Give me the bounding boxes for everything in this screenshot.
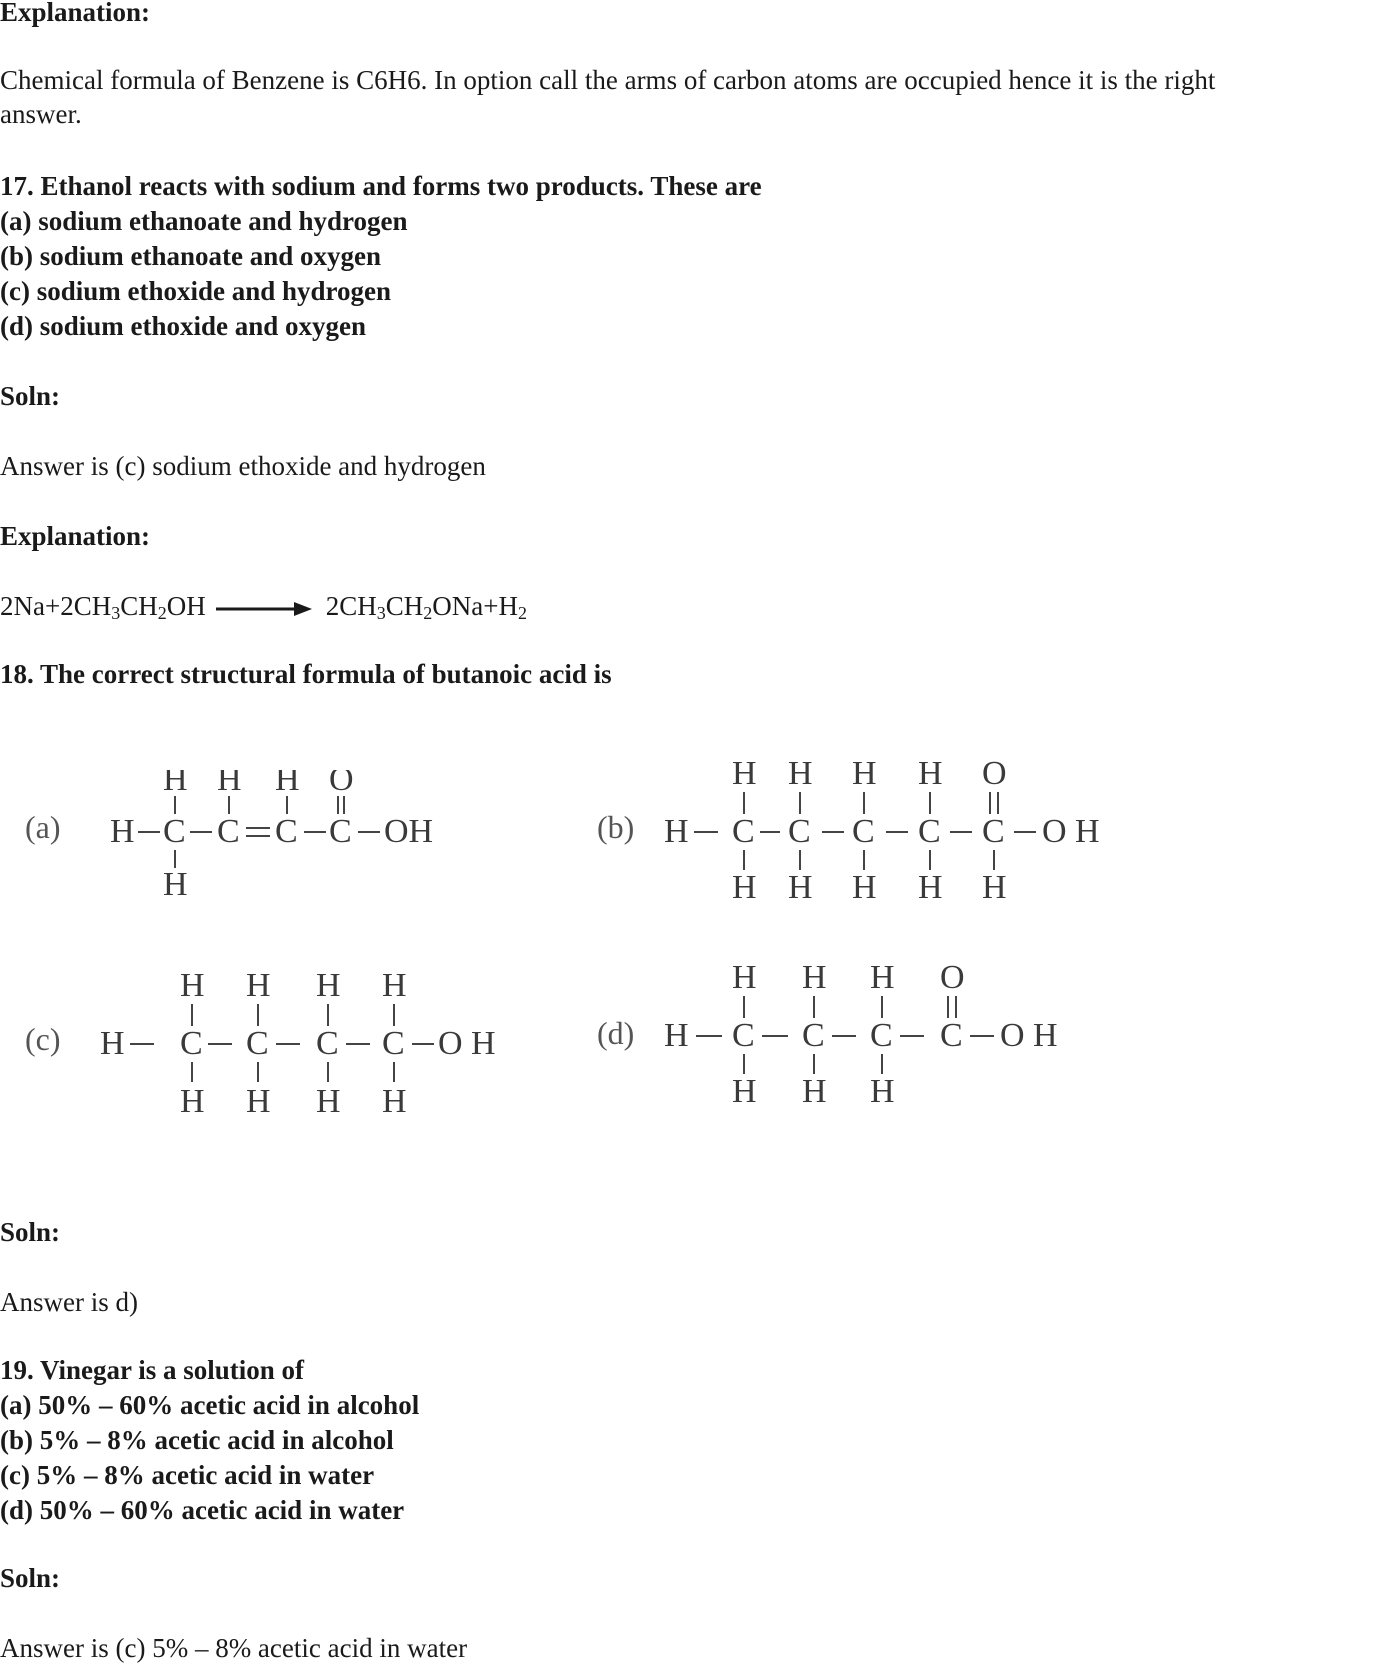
svg-text:C: C — [382, 1025, 405, 1062]
svg-text:(d): (d) — [597, 1015, 635, 1051]
svg-text:H: H — [664, 1017, 689, 1054]
q17-option-d: (d) sodium ethoxide and oxygen — [0, 311, 367, 341]
svg-text:C: C — [788, 813, 811, 850]
svg-text:(c): (c) — [25, 1021, 61, 1057]
q19-option-b: (b) 5% – 8% acetic acid in alcohol — [0, 1425, 394, 1455]
svg-text:H: H — [382, 968, 407, 1004]
svg-text:H: H — [852, 758, 877, 792]
q19-answer: Answer is (c) 5% – 8% acetic acid in water — [0, 1633, 468, 1663]
structure-option-a — [20, 770, 460, 935]
svg-text:H: H — [217, 770, 242, 798]
q17-option-b: (b) sodium ethanoate and oxygen — [0, 241, 382, 271]
svg-text:C: C — [852, 813, 875, 850]
question-18: 18. The correct structural formula of butanoic acid is — [0, 659, 612, 689]
svg-text:C: C — [246, 1025, 269, 1062]
explanation-heading: Explanation: — [0, 0, 151, 27]
structural-formula-a — [20, 770, 460, 930]
svg-text:H: H — [732, 962, 757, 996]
svg-text:H: H — [788, 869, 813, 906]
svg-text:H: H — [246, 1083, 271, 1120]
structural-formula-b — [592, 758, 1152, 928]
svg-text:(b): (b) — [597, 809, 635, 845]
question-19: 19. Vinegar is a solution of — [0, 1355, 305, 1385]
svg-text:C: C — [163, 813, 186, 850]
explanation-text-line1: Chemical formula of Benzene is C6H6. In option call the arms of carbon atoms are occupied hence it is the right — [0, 65, 1216, 95]
svg-text:H: H — [788, 758, 813, 792]
svg-text:H: H — [870, 962, 895, 996]
svg-text:(a): (a) — [25, 809, 61, 845]
q18-answer: Answer is d) — [0, 1287, 138, 1317]
svg-text:H: H — [100, 1025, 125, 1062]
explanation-text-line2: answer. — [0, 99, 82, 129]
svg-text:H: H — [163, 770, 188, 798]
svg-text:H: H — [664, 813, 689, 850]
svg-text:C: C — [217, 813, 240, 850]
svg-text:H: H — [918, 758, 943, 792]
svg-text:H: H — [870, 1073, 895, 1110]
svg-text:C: C — [275, 813, 298, 850]
reaction-equation — [0, 590, 527, 622]
svg-text:H: H — [802, 1073, 827, 1110]
q17-option-a: (a) sodium ethanoate and hydrogen — [0, 206, 408, 236]
q19-option-d: (d) 50% – 60% acetic acid in water — [0, 1495, 405, 1525]
svg-text:H: H — [918, 869, 943, 906]
svg-text:H: H — [180, 1083, 205, 1120]
q17-soln-heading: Soln: — [0, 381, 61, 411]
svg-text:H: H — [110, 813, 135, 850]
svg-text:O: O — [329, 770, 354, 798]
svg-text:H: H — [275, 770, 300, 798]
svg-text:H: H — [316, 1083, 341, 1120]
svg-text:H: H — [382, 1083, 407, 1120]
svg-text:H: H — [982, 869, 1007, 906]
svg-text:O H: O H — [438, 1025, 496, 1062]
svg-text:H: H — [246, 968, 271, 1004]
svg-text:O: O — [940, 962, 965, 996]
q17-option-c: (c) sodium ethoxide and hydrogen — [0, 276, 392, 306]
svg-text:C: C — [732, 813, 755, 850]
svg-text:H: H — [163, 866, 188, 903]
svg-text:H: H — [802, 962, 827, 996]
equation-rhs: $2CH_3CH_2ONa+H_2$ — [325, 591, 527, 623]
svg-text:C: C — [918, 813, 941, 850]
svg-text:C: C — [329, 813, 352, 850]
svg-text:O: O — [982, 758, 1007, 792]
q19-option-c: (c) 5% – 8% acetic acid in water — [0, 1460, 375, 1490]
svg-text:C: C — [982, 813, 1005, 850]
reaction-arrow-icon — [216, 602, 312, 616]
svg-text:H: H — [732, 869, 757, 906]
structural-formula-c — [20, 968, 540, 1138]
structure-option-c — [20, 968, 540, 1143]
svg-text:C: C — [732, 1017, 755, 1054]
svg-text:O H: O H — [1042, 813, 1100, 850]
svg-text:C: C — [870, 1017, 893, 1054]
svg-text:O H: O H — [1000, 1017, 1058, 1054]
svg-text:H: H — [852, 869, 877, 906]
structural-formula-d — [592, 962, 1112, 1132]
svg-text:OH: OH — [384, 813, 434, 850]
q19-option-a: (a) 50% – 60% acetic acid in alcohol — [0, 1390, 420, 1420]
svg-text:H: H — [732, 1073, 757, 1110]
q17-answer: Answer is (c) sodium ethoxide and hydrogen — [0, 451, 486, 481]
structure-option-d — [592, 962, 1112, 1137]
structure-option-b — [592, 758, 1152, 933]
svg-text:C: C — [316, 1025, 339, 1062]
q18-soln-heading: Soln: — [0, 1217, 61, 1247]
question-17: 17. Ethanol reacts with sodium and forms two products. These are — [0, 171, 762, 201]
equation-lhs: $2Na+2CH_3CH_2OH$ — [0, 591, 206, 623]
svg-text:C: C — [940, 1017, 963, 1054]
svg-text:C: C — [802, 1017, 825, 1054]
svg-text:H: H — [732, 758, 757, 792]
svg-text:H: H — [316, 968, 341, 1004]
q17-explanation-heading: Explanation: — [0, 521, 151, 551]
svg-text:H: H — [180, 968, 205, 1004]
svg-text:C: C — [180, 1025, 203, 1062]
q19-soln-heading: Soln: — [0, 1563, 61, 1593]
